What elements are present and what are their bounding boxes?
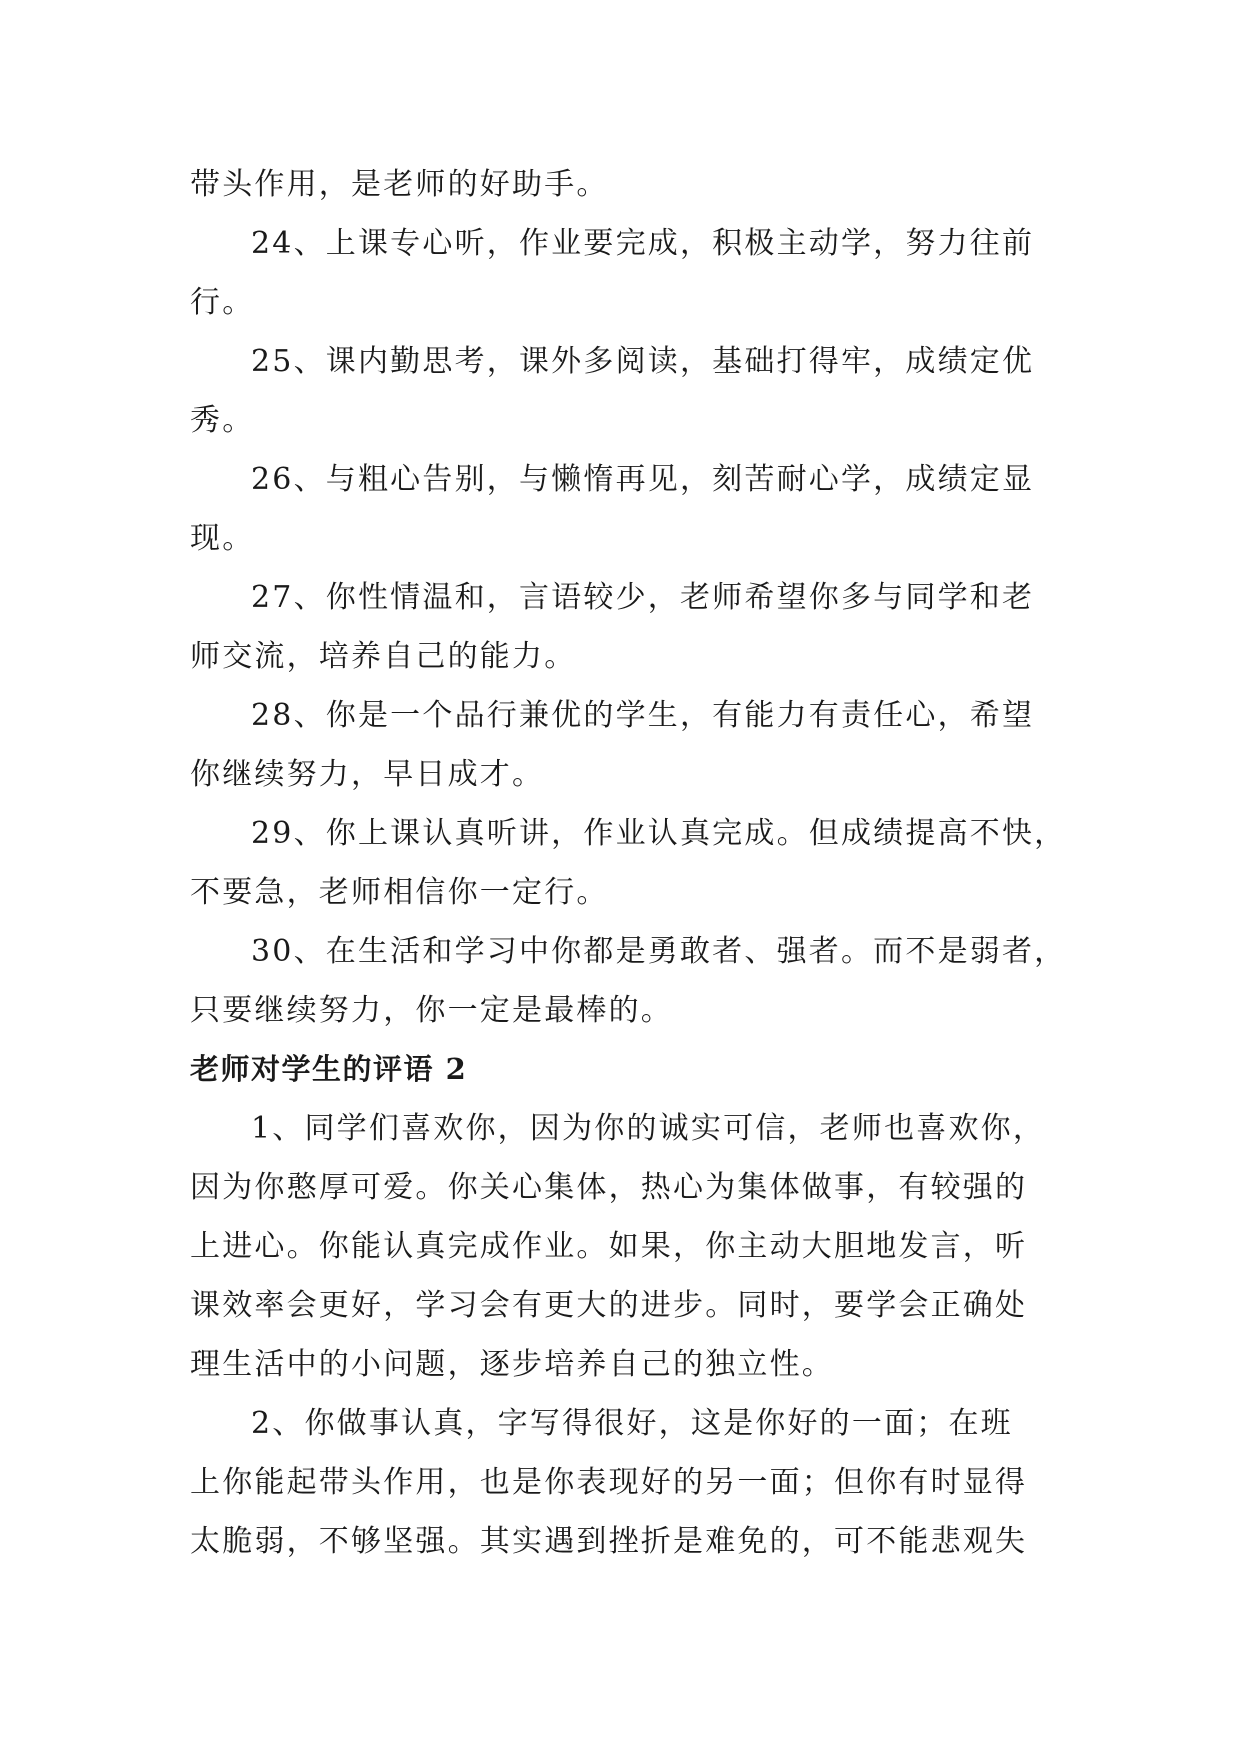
text-line: 课效率会更好，学习会有更大的进步。同时，要学会正确处: [190, 1288, 1028, 1323]
text-line: 师交流，培养自己的能力。: [190, 639, 577, 674]
text-line: 行。: [190, 285, 255, 320]
text-line: 理生活中的小问题，逐步培养自己的独立性。: [190, 1347, 834, 1382]
text-line: 29、你上课认真听讲，作业认真完成。但成绩提高不快，: [251, 816, 1067, 851]
text-line: 26、与粗心告别，与懒惰再见，刻苦耐心学，成绩定显: [251, 462, 1035, 497]
list-item-30: [190, 922, 1067, 1040]
text-line: 带头作用，是老师的好助手。: [190, 167, 609, 202]
list-item-26: [190, 450, 1060, 568]
paragraph-continuation: [190, 155, 1060, 214]
list-item-25: [190, 332, 1060, 450]
text-line: 上进心。你能认真完成作业。如果，你主动大胆地发言，听: [190, 1229, 1028, 1264]
list-item-24: [190, 214, 1060, 332]
text-line: 28、你是一个品行兼优的学生，有能力有责任心，希望: [251, 698, 1035, 733]
list-item-28: [190, 686, 1060, 804]
text-line: 1、同学们喜欢你，因为你的诚实可信，老师也喜欢你，: [251, 1111, 1046, 1146]
text-line: 因为你憨厚可爱。你关心集体，热心为集体做事，有较强的: [190, 1170, 1028, 1205]
text-line: 25、课内勤思考，课外多阅读，基础打得牢，成绩定优: [251, 344, 1035, 379]
text-line: 27、你性情温和，言语较少，老师希望你多与同学和老: [251, 580, 1035, 615]
text-line: 现。: [190, 521, 255, 556]
text-line: 24、上课专心听，作业要完成，积极主动学，努力往前: [251, 226, 1035, 261]
list-item-29: [190, 804, 1067, 922]
text-line: 30、在生活和学习中你都是勇敢者、强者。而不是弱者，: [251, 934, 1067, 969]
text-line: 只要继续努力，你一定是最棒的。: [190, 993, 673, 1028]
text-line: 2、你做事认真，字写得很好，这是你好的一面；在班: [251, 1406, 1013, 1441]
section-heading: 老师对学生的评语 2: [190, 1052, 468, 1086]
list-item-1: [190, 1099, 1060, 1394]
list-item-2: [190, 1394, 1060, 1571]
list-item-27: [190, 568, 1060, 686]
text-line: 太脆弱，不够坚强。其实遇到挫折是难免的，可不能悲观失: [190, 1524, 1028, 1559]
text-line: 上你能起带头作用，也是你表现好的另一面；但你有时显得: [190, 1465, 1028, 1500]
text-line: 秀。: [190, 403, 255, 438]
text-line: 不要急，老师相信你一定行。: [190, 875, 609, 910]
document-body: [190, 155, 1067, 1571]
text-line: 你继续努力，早日成才。: [190, 757, 545, 792]
